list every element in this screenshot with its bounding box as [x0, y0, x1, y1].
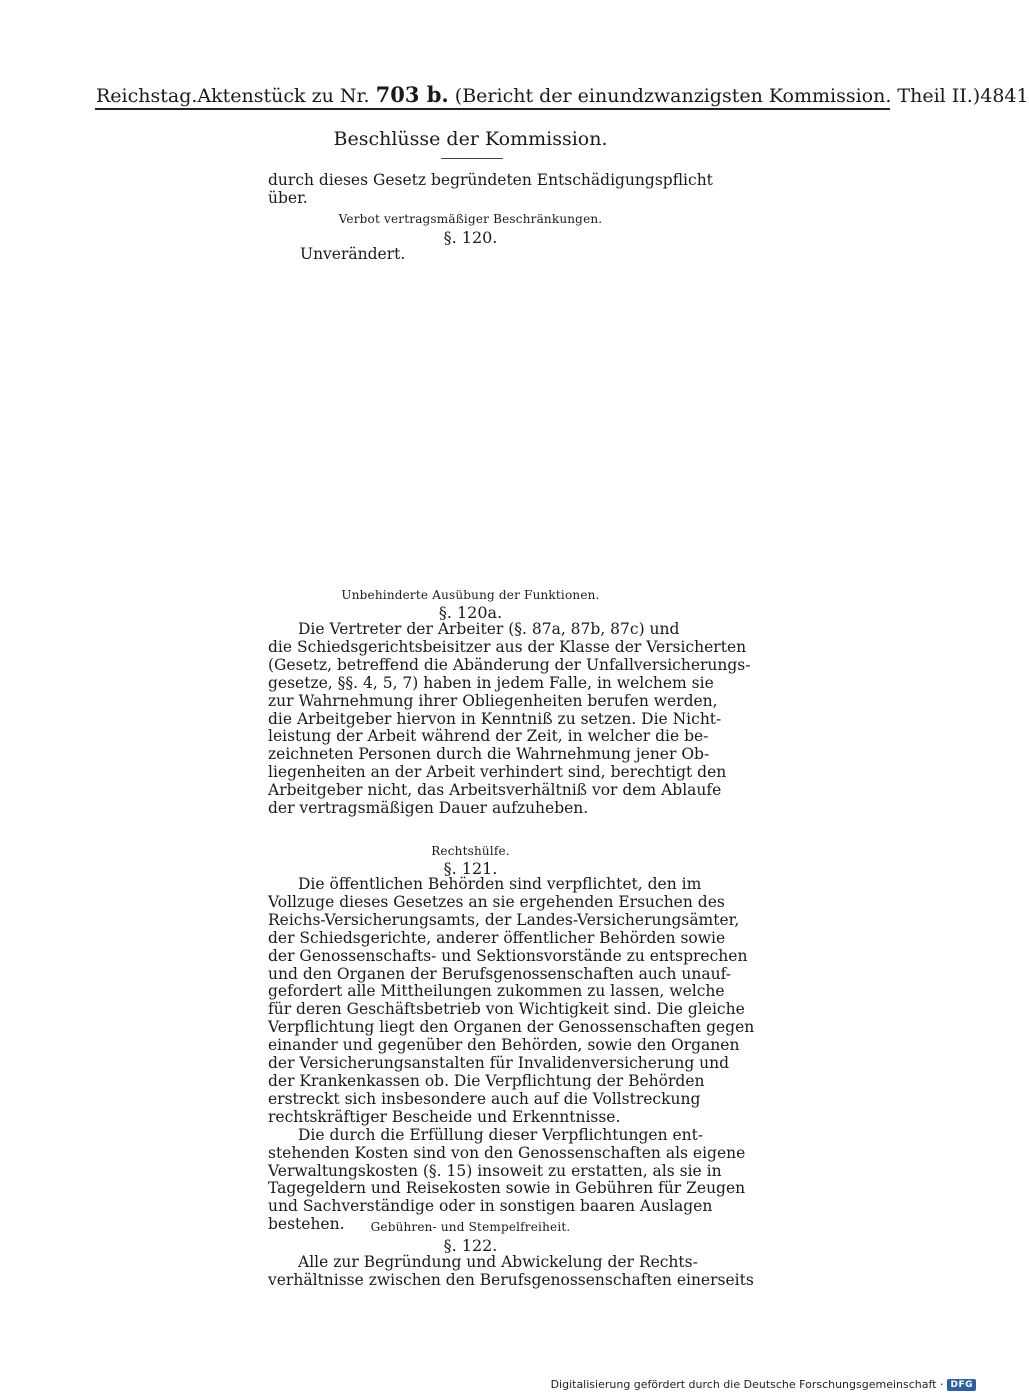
section-number-121: §. 121. [443, 859, 498, 878]
text-line: und Sachverständige oder in sonstigen baaren Auslagen [268, 1197, 713, 1216]
digitization-footer [551, 1378, 976, 1391]
text-line: leistung der Arbeit während der Zeit, in welcher die be- [268, 727, 709, 746]
page-number: 4841 [980, 85, 1029, 107]
text-line: Tagegeldern und Reisekosten sowie in Gebühren für Zeugen [268, 1179, 746, 1198]
text-line: zeichneten Personen durch die Wahrnehmung jener Ob- [268, 745, 710, 764]
section-122-paragraph [268, 1253, 754, 1290]
text-line: der vertragsmäßigen Dauer aufzuheben. [268, 799, 589, 818]
text-line: gefordert alle Mittheilungen zukommen zu lassen, welche [268, 982, 725, 1001]
text-line: zur Wahrnehmung ihrer Obliegenheiten berufen werden, [268, 691, 718, 710]
text-line: Verwaltungskosten (§. 15) insoweit zu erstatten, als sie in [268, 1161, 722, 1180]
intro-paragraph [268, 171, 713, 208]
text-line: über. [268, 188, 308, 207]
text-line: der Krankenkassen ob. Die Verpflichtung der Behörden [268, 1071, 705, 1090]
header-document-reference [197, 82, 980, 107]
section-number-120: §. 120. [443, 228, 498, 247]
text-line: erstreckt sich insbesondere auch auf die Vollstreckung [268, 1089, 701, 1108]
section-number-122: §. 122. [443, 1236, 498, 1255]
header-document-number: 703 b. [375, 82, 449, 107]
column-title: Beschlüsse der Kommission. [333, 128, 608, 150]
text-line: und den Organen der Berufsgenossenschaften auch unauf- [268, 964, 732, 983]
text-line: die Schiedsgerichtsbeisitzer aus der Klasse der Versicherten [268, 637, 747, 656]
header-subject: (Bericht der einundzwanzigsten Kommission. Theil II.) [454, 85, 981, 107]
section-caption-121: Rechtshülfe. [431, 844, 510, 858]
section-number-120a: §. 120a. [438, 603, 503, 622]
text-line: der Versicherungsanstalten für Invalidenversicherung und [268, 1054, 730, 1073]
text-line: Die Vertreter der Arbeiter (§. 87a, 87b, 87c) und [298, 620, 680, 638]
title-divider [441, 158, 503, 159]
running-header [96, 82, 1029, 107]
section-120a-paragraph [268, 620, 751, 818]
text-line: der Schiedsgerichte, anderer öffentlicher Behörden sowie [268, 928, 726, 947]
dfg-logo: DFG [947, 1379, 976, 1391]
text-line: gesetze, §§. 4, 5, 7) haben in jedem Falle, in welchem sie [268, 673, 714, 692]
text-line: der Genossenschafts- und Sektionsvorstände zu entsprechen [268, 946, 748, 965]
section-121-paragraph [268, 875, 755, 1234]
text-line: bestehen. [268, 1215, 345, 1234]
header-aktenstueck: Aktenstück zu Nr. [197, 85, 370, 107]
text-line: liegenheiten an der Arbeit verhindert sind, berechtigt den [268, 763, 727, 782]
section-120-text: Unverändert. [300, 245, 406, 263]
text-line: (Gesetz, betreffend die Abänderung der Unfallversicherungs- [268, 655, 751, 674]
text-line: rechtskräftiger Bescheide und Erkenntnisse. [268, 1107, 621, 1126]
text-line: Alle zur Begründung und Abwickelung der Rechts- [298, 1253, 698, 1271]
text-line: Vollzuge dieses Gesetzes an sie ergehenden Ersuchen des [268, 892, 725, 911]
section-caption-122: Gebühren- und Stempelfreiheit. [370, 1220, 571, 1234]
header-rule [95, 108, 890, 110]
text-line: durch dieses Gesetz begründeten Entschädigungspflicht [268, 171, 713, 189]
text-line: einander und gegenüber den Behörden, sowie den Organen [268, 1036, 740, 1055]
text-line: für deren Geschäftsbetrieb von Wichtigkeit sind. Die gleiche [268, 1000, 745, 1019]
text-line: stehenden Kosten sind von den Genossenschaften als eigene [268, 1143, 746, 1162]
text-line: Verpflichtung liegt den Organen der Genossenschaften gegen [268, 1018, 755, 1037]
text-line: Die durch die Erfüllung dieser Verpflichtungen ent- [298, 1125, 704, 1144]
text-line: verhältnisse zwischen den Berufsgenossenschaften einerseits [268, 1270, 754, 1289]
text-line: Die öffentlichen Behörden sind verpflichtet, den im [298, 875, 702, 893]
text-line: Reichs-Versicherungsamts, der Landes-Versicherungsämter, [268, 910, 740, 929]
section-caption-120: Verbot vertragsmäßiger Beschränkungen. [338, 212, 603, 226]
text-line: Arbeitgeber nicht, das Arbeitsverhältniß vor dem Ablaufe [268, 781, 722, 800]
header-reichstag: Reichstag. [96, 85, 198, 107]
text-line: die Arbeitgeber hiervon in Kenntniß zu setzen. Die Nicht- [268, 709, 722, 728]
section-caption-120a: Unbehinderte Ausübung der Funktionen. [341, 588, 600, 602]
footer-text: Digitalisierung gefördert durch die Deutsche Forschungsgemeinschaft · [550, 1378, 944, 1391]
